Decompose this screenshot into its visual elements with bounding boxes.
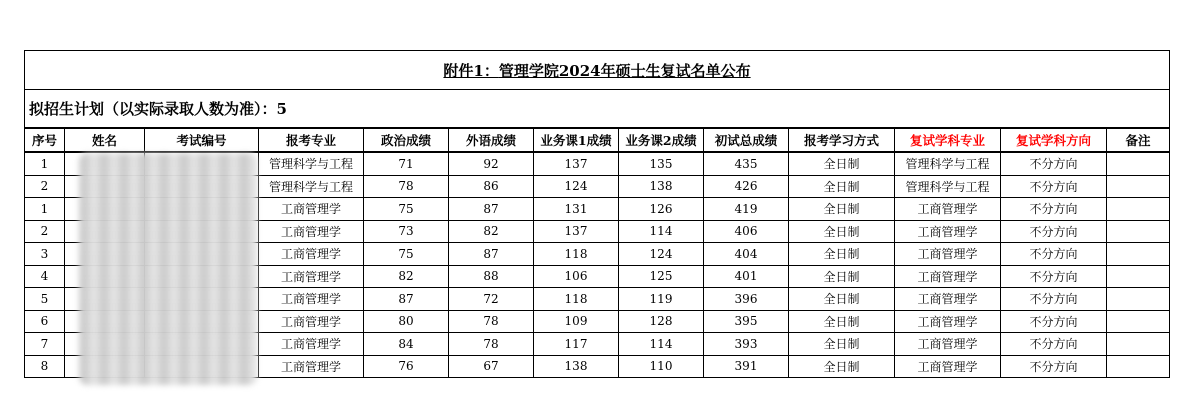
- course2-score: 128: [619, 310, 704, 333]
- politics-score: 84: [364, 333, 449, 356]
- applied-major: 工商管理学: [259, 220, 364, 243]
- title-row: [25, 51, 1170, 90]
- english-score: 78: [449, 333, 534, 356]
- course1-score: 118: [534, 288, 619, 311]
- retest-major: 工商管理学: [895, 198, 1001, 221]
- english-score: 87: [449, 198, 534, 221]
- header-col-note: 备注: [1107, 128, 1170, 152]
- course2-score: 125: [619, 265, 704, 288]
- total-score: 404: [704, 243, 789, 266]
- course2-score: 114: [619, 220, 704, 243]
- politics-score: 75: [364, 243, 449, 266]
- applied-major: 工商管理学: [259, 288, 364, 311]
- english-score: 82: [449, 220, 534, 243]
- remarks: [1107, 175, 1170, 198]
- remarks: [1107, 198, 1170, 221]
- remarks: [1107, 310, 1170, 333]
- applied-major: 工商管理学: [259, 333, 364, 356]
- remarks: [1107, 355, 1170, 378]
- total-score: 393: [704, 333, 789, 356]
- applied-major: 工商管理学: [259, 265, 364, 288]
- course1-score: 106: [534, 265, 619, 288]
- row-number: 5: [25, 288, 65, 311]
- retest-direction: 不分方向: [1001, 333, 1107, 356]
- row-number: 6: [25, 310, 65, 333]
- header-col-course2: 业务课2成绩: [619, 128, 704, 152]
- english-score: 88: [449, 265, 534, 288]
- course2-score: 135: [619, 152, 704, 175]
- course1-score: 124: [534, 175, 619, 198]
- course2-score: 114: [619, 333, 704, 356]
- row-number: 8: [25, 355, 65, 378]
- privacy-blur-mask: [79, 153, 257, 385]
- english-score: 87: [449, 243, 534, 266]
- total-score: 426: [704, 175, 789, 198]
- course1-score: 137: [534, 152, 619, 175]
- retest-major: 管理科学与工程: [895, 152, 1001, 175]
- remarks: [1107, 288, 1170, 311]
- document-title: [25, 51, 1170, 90]
- course2-score: 126: [619, 198, 704, 221]
- retest-direction: 不分方向: [1001, 288, 1107, 311]
- header-col-course1: 业务课1成绩: [534, 128, 619, 152]
- politics-score: 73: [364, 220, 449, 243]
- remarks: [1107, 243, 1170, 266]
- total-score: 435: [704, 152, 789, 175]
- applied-major: 工商管理学: [259, 310, 364, 333]
- row-number: 1: [25, 152, 65, 175]
- course2-score: 124: [619, 243, 704, 266]
- english-score: 72: [449, 288, 534, 311]
- applied-major: 工商管理学: [259, 198, 364, 221]
- retest-major: 工商管理学: [895, 243, 1001, 266]
- title-main: 管理学院2024年硕士生复试名单公布: [498, 61, 751, 80]
- row-number: 3: [25, 243, 65, 266]
- english-score: 92: [449, 152, 534, 175]
- header-col-retest-major: 复试学科专业: [895, 128, 1001, 152]
- retest-direction: 不分方向: [1001, 198, 1107, 221]
- study-mode: 全日制: [789, 175, 895, 198]
- row-number: 2: [25, 220, 65, 243]
- study-mode: 全日制: [789, 288, 895, 311]
- retest-direction: 不分方向: [1001, 220, 1107, 243]
- row-number: 1: [25, 198, 65, 221]
- politics-score: 71: [364, 152, 449, 175]
- header-col-politics: 政治成绩: [364, 128, 449, 152]
- study-mode: 全日制: [789, 310, 895, 333]
- study-mode: 全日制: [789, 220, 895, 243]
- header-col-direction: 复试学科方向: [1001, 128, 1107, 152]
- study-mode: 全日制: [789, 265, 895, 288]
- retest-direction: 不分方向: [1001, 355, 1107, 378]
- total-score: 391: [704, 355, 789, 378]
- plan-row: [25, 90, 1170, 129]
- remarks: [1107, 220, 1170, 243]
- total-score: 419: [704, 198, 789, 221]
- header-col-major: 报考专业: [259, 128, 364, 152]
- applied-major: 管理科学与工程: [259, 152, 364, 175]
- total-score: 406: [704, 220, 789, 243]
- course2-score: 119: [619, 288, 704, 311]
- study-mode: 全日制: [789, 243, 895, 266]
- header-col-exam-id: 考试编号: [145, 128, 259, 152]
- course1-score: 137: [534, 220, 619, 243]
- study-mode: 全日制: [789, 355, 895, 378]
- politics-score: 82: [364, 265, 449, 288]
- retest-direction: 不分方向: [1001, 243, 1107, 266]
- retest-major: 管理科学与工程: [895, 175, 1001, 198]
- header-row: [25, 128, 1170, 152]
- english-score: 78: [449, 310, 534, 333]
- politics-score: 78: [364, 175, 449, 198]
- english-score: 67: [449, 355, 534, 378]
- remarks: [1107, 333, 1170, 356]
- course1-score: 118: [534, 243, 619, 266]
- retest-major: 工商管理学: [895, 355, 1001, 378]
- study-mode: 全日制: [789, 333, 895, 356]
- enrollment-plan: 拟招生计划（以实际录取人数为准）：5: [25, 90, 1170, 129]
- retest-major: 工商管理学: [895, 310, 1001, 333]
- course1-score: 138: [534, 355, 619, 378]
- title-prefix: 附件1：: [443, 61, 499, 80]
- applied-major: 工商管理学: [259, 243, 364, 266]
- applied-major: 管理科学与工程: [259, 175, 364, 198]
- remarks: [1107, 265, 1170, 288]
- row-number: 7: [25, 333, 65, 356]
- applied-major: 工商管理学: [259, 355, 364, 378]
- retest-direction: 不分方向: [1001, 152, 1107, 175]
- politics-score: 80: [364, 310, 449, 333]
- retest-direction: 不分方向: [1001, 265, 1107, 288]
- retest-major: 工商管理学: [895, 288, 1001, 311]
- header-col-total: 初试总成绩: [704, 128, 789, 152]
- row-number: 4: [25, 265, 65, 288]
- header-col-no: 序号: [25, 128, 65, 152]
- header-col-english: 外语成绩: [449, 128, 534, 152]
- course1-score: 109: [534, 310, 619, 333]
- course1-score: 131: [534, 198, 619, 221]
- retest-major: 工商管理学: [895, 220, 1001, 243]
- row-number: 2: [25, 175, 65, 198]
- total-score: 396: [704, 288, 789, 311]
- politics-score: 87: [364, 288, 449, 311]
- course1-score: 117: [534, 333, 619, 356]
- retest-direction: 不分方向: [1001, 310, 1107, 333]
- remarks: [1107, 152, 1170, 175]
- study-mode: 全日制: [789, 152, 895, 175]
- total-score: 395: [704, 310, 789, 333]
- header-col-name: 姓名: [65, 128, 145, 152]
- retest-major: 工商管理学: [895, 265, 1001, 288]
- total-score: 401: [704, 265, 789, 288]
- course2-score: 138: [619, 175, 704, 198]
- politics-score: 76: [364, 355, 449, 378]
- course2-score: 110: [619, 355, 704, 378]
- politics-score: 75: [364, 198, 449, 221]
- retest-major: 工商管理学: [895, 333, 1001, 356]
- retest-direction: 不分方向: [1001, 175, 1107, 198]
- header-col-mode: 报考学习方式: [789, 128, 895, 152]
- english-score: 86: [449, 175, 534, 198]
- study-mode: 全日制: [789, 198, 895, 221]
